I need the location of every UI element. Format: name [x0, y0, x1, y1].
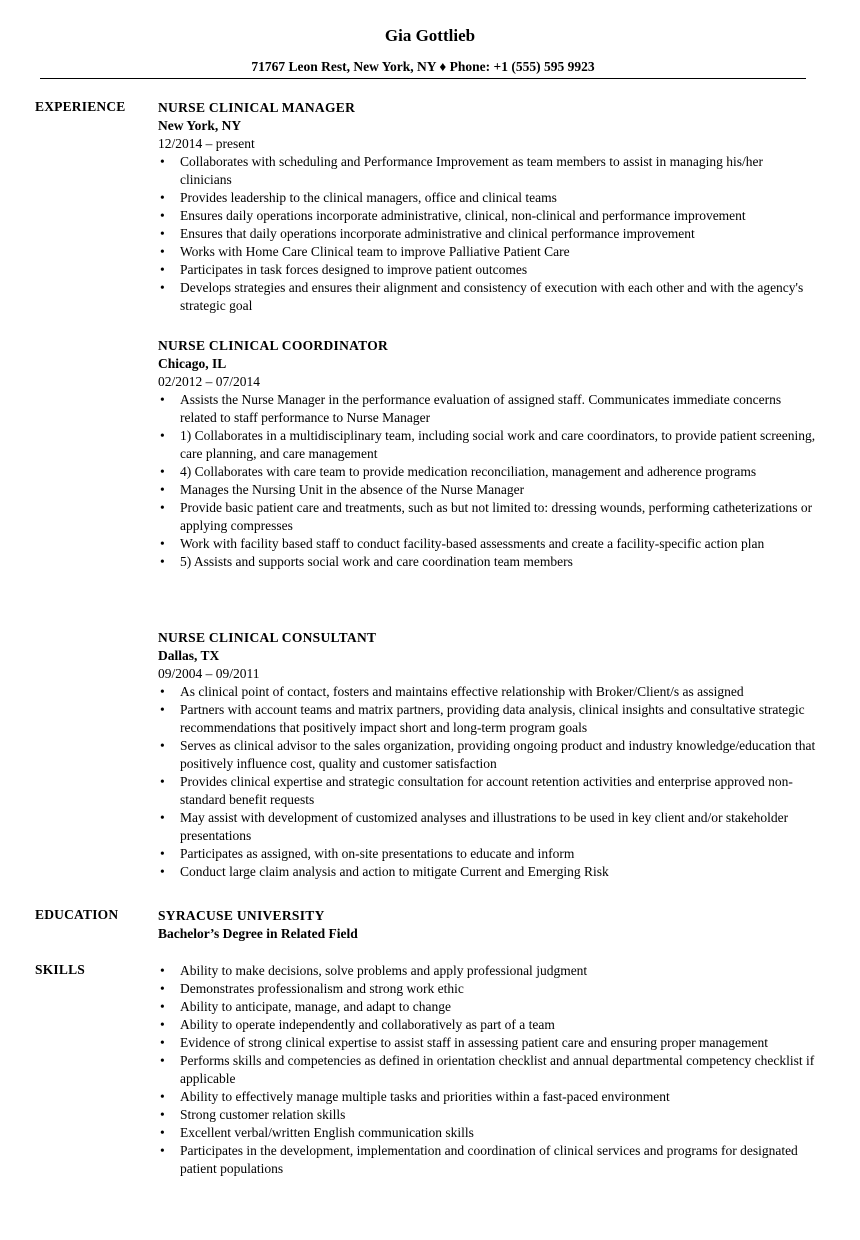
candidate-name: Gia Gottlieb — [384, 26, 476, 45]
job-entry — [158, 629, 818, 881]
list-item: • Partners with account teams and matrix partners, providing data analysis, clinical insights and consultative strategic recommendations that positively impact short and long-term program goals — [180, 701, 818, 737]
list-item: • Ensures that daily operations incorporate administrative and clinical performance improvement — [180, 225, 818, 243]
list-item: • Demonstrates professionalism and strong work ethic — [180, 980, 818, 998]
list-item: • Ability to operate independently and collaboratively as part of a team — [180, 1016, 818, 1034]
list-item: • As clinical point of contact, fosters and maintains effective relationship with Broker/Client/s as assigned — [180, 683, 818, 701]
list-item: • Provide basic patient care and treatments, such as but not limited to: dressing wounds, performing catheterizations or applying compresses — [180, 499, 818, 535]
list-item: • Work with facility based staff to conduct facility-based assessments and create a facility-specific action plan — [180, 535, 818, 553]
job-location: New York, NY — [158, 118, 242, 133]
list-item: • Excellent verbal/written English communication skills — [180, 1124, 818, 1142]
job-dates: 12/2014 – present — [158, 136, 255, 151]
list-item: • Participates as assigned, with on-site presentations to educate and inform — [180, 845, 818, 863]
section-heading-experience: EXPERIENCE — [35, 99, 126, 114]
list-item: • May assist with development of customized analyses and illustrations to be used in key client and/or stakeholder presentations — [180, 809, 818, 845]
section-heading-skills: SKILLS — [35, 962, 85, 977]
job-dates: 02/2012 – 07/2014 — [158, 374, 261, 389]
list-item: • Participates in task forces designed to improve patient outcomes — [180, 261, 818, 279]
job-bullets — [158, 153, 818, 315]
job-bullets — [158, 391, 818, 571]
section-heading-education: EDUCATION — [35, 907, 119, 922]
list-item: • Ensures daily operations incorporate administrative, clinical, non-clinical and performance improvement — [180, 207, 818, 225]
header-divider — [40, 78, 806, 79]
list-item: • Evidence of strong clinical expertise to assist staff in assessing patient care and ensuring proper management — [180, 1034, 818, 1052]
list-item: • Collaborates with scheduling and Performance Improvement as team members to assist in managing his/her clinicians — [180, 153, 818, 189]
list-item: • Provides clinical expertise and strategic consultation for account retention activities and enterprise approved non-standard benefit requests — [180, 773, 818, 809]
job-dates: 09/2004 – 09/2011 — [158, 666, 260, 681]
contact-line: 71767 Leon Rest, New York, NY ♦ Phone: +1 (555) 595 9923 — [251, 59, 595, 74]
list-item: • Performs skills and competencies as defined in orientation checklist and annual departmental competency checklist if applicable — [180, 1052, 818, 1088]
skills-entry — [158, 962, 818, 1178]
job-title: NURSE CLINICAL CONSULTANT — [158, 630, 377, 645]
list-item: • Strong customer relation skills — [180, 1106, 818, 1124]
list-item: • Works with Home Care Clinical team to improve Palliative Patient Care — [180, 243, 818, 261]
list-item: • Ability to anticipate, manage, and adapt to change — [180, 998, 818, 1016]
job-location: Chicago, IL — [158, 356, 227, 371]
list-item: • Develops strategies and ensures their alignment and consistency of execution with each other and with the agency's strategic goal — [180, 279, 818, 315]
list-item: • 5) Assists and supports social work and care coordination team members — [180, 553, 818, 571]
job-entry — [158, 99, 818, 315]
list-item: • Manages the Nursing Unit in the absence of the Nurse Manager — [180, 481, 818, 499]
school-name: SYRACUSE UNIVERSITY — [158, 908, 325, 923]
degree: Bachelor’s Degree in Related Field — [158, 926, 358, 941]
job-location: Dallas, TX — [158, 648, 220, 663]
list-item: • Provides leadership to the clinical managers, office and clinical teams — [180, 189, 818, 207]
list-item: • Ability to effectively manage multiple tasks and priorities within a fast-paced environment — [180, 1088, 818, 1106]
list-item: • Participates in the development, implementation and coordination of clinical services and programs for designated patient populations — [180, 1142, 818, 1178]
list-item: • 1) Collaborates in a multidisciplinary team, including social work and care coordinators, to provide patient screening, care planning, and care management — [180, 427, 818, 463]
job-title: NURSE CLINICAL COORDINATOR — [158, 338, 389, 353]
list-item: • Conduct large claim analysis and action to mitigate Current and Emerging Risk — [180, 863, 818, 881]
job-bullets — [158, 683, 818, 881]
list-item: • Serves as clinical advisor to the sales organization, providing ongoing product and industry knowledge/education that positively influence cost, quality and customer satisfaction — [180, 737, 818, 773]
list-item: • 4) Collaborates with care team to provide medication reconciliation, management and adherence programs — [180, 463, 818, 481]
list-item: • Ability to make decisions, solve problems and apply professional judgment — [180, 962, 818, 980]
job-entry — [158, 337, 818, 571]
education-entry — [158, 907, 818, 943]
job-title: NURSE CLINICAL MANAGER — [158, 100, 356, 115]
list-item: • Assists the Nurse Manager in the performance evaluation of assigned staff. Communicates immediate concerns related to staff performance to Nurse Manager — [180, 391, 818, 427]
skills-list — [158, 962, 818, 1178]
